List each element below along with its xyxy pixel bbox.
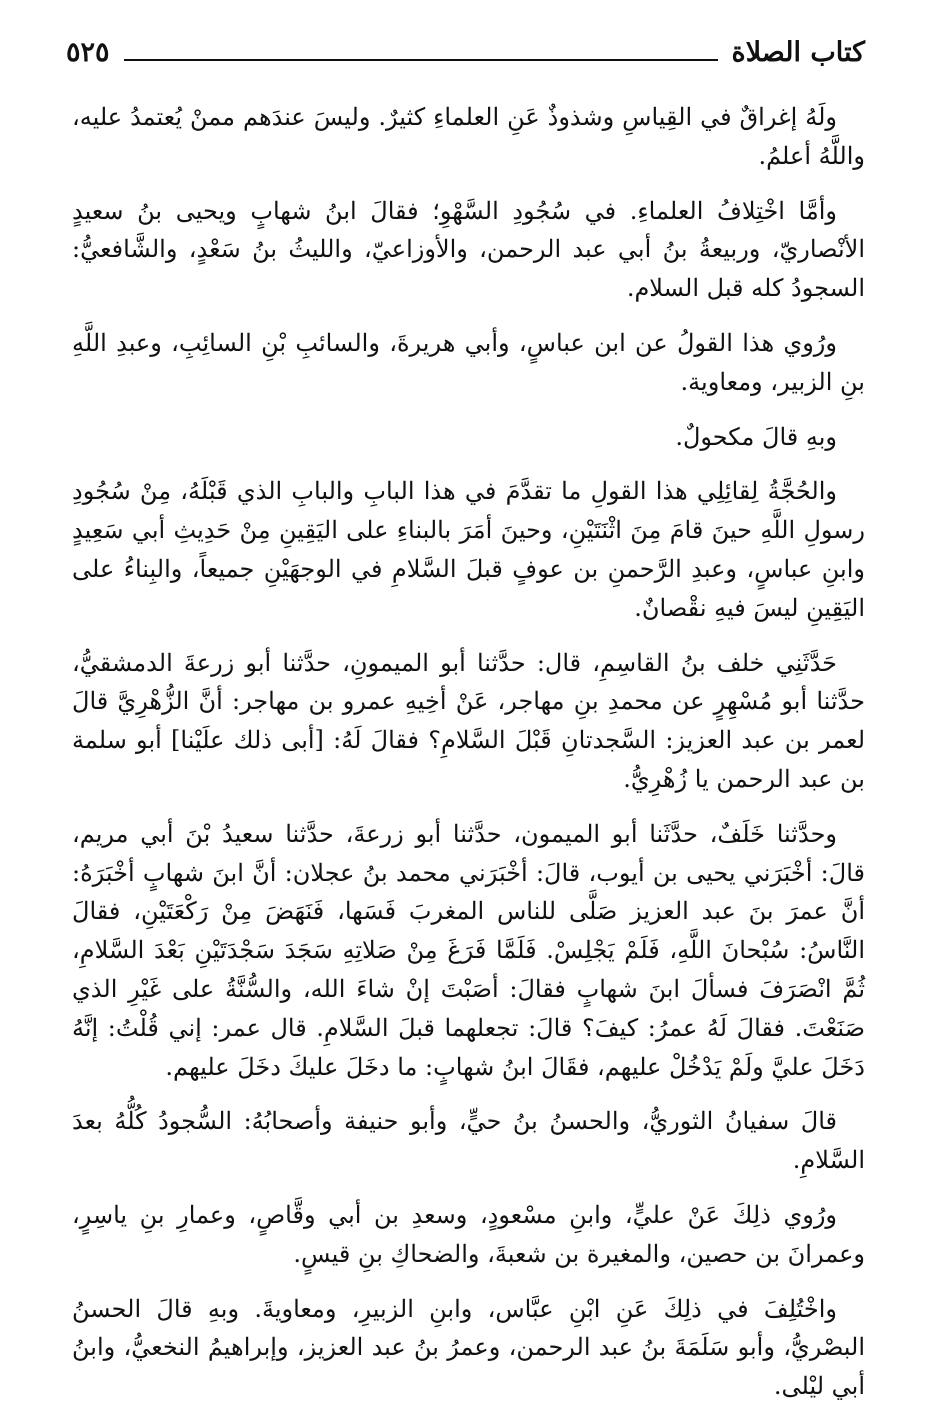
page-number: ٥٢٥ (66, 36, 110, 68)
chapter-title: كتاب الصلاة (731, 36, 865, 68)
paragraph-7: وحدَّثنا خَلَفٌ، حدَّثَنا أبو الميمون، حدَّثنا أبو زرعةَ، حدَّثنا سعيدُ بْنَ أبي مريم، قالَ: أخْبَرَني يحيى بن أيوب، قالَ: أخْبَرَني محمد بنُ عجلان: أنَّ ابنَ شهابٍ أخْبَرَهُ: أنَّ عمرَ بنَ عبد العزيز صَلَّى للناس المغربَ فَسَها، فَنَهَضَ مِنْ رَكْعَتَيْنِ، فقالَ النَّاسُ: سُبْحانَ اللَّهِ، فَلَمْ يَجْلِسْ. فَلَمَّا فَرَغَ مِنْ صَلاتِهِ سَجَدَ سَجْدَتَيْنِ بَعْدَ السَّلامِ، ثُمَّ انْصَرَفَ فسألَ ابنَ شهابٍ فقالَ: أصَبْتَ إنْ شاءَ الله، والسُّنَّةُ على غَيْرِ الذي صَنَعْتَ. فقالَ لَهُ عمرُ: كيفَ؟ قالَ: تجعلهما قبلَ السَّلامِ. قال عمر: إني قُلْتُ: إنَّهُ دَخَلَ عليَّ ولَمْ يَدْخُلْ عليهم، فقَالَ ابنُ شهابٍ: ما دخَلَ عليكَ دخَلَ عليهم. (72, 819, 865, 1081)
paragraph-8: قالَ سفيانُ الثوريُّ، والحسنُ بنُ حيٍّ، وأبو حنيفة وأصحابُهُ: السُّجودُ كُلُّهُ بعدَ السَّلامِ. (72, 1107, 865, 1175)
main-text (72, 98, 865, 1422)
paragraph-10: واخْتُلِفَ في ذلِكَ عَنِ ابْنِ عبَّاس، وابنِ الزبيرِ، ومعاويةَ. وبهِ قالَ الحسنُ البصْريُّ، وأبو سَلَمَةَ بنُ عبد الرحمن، وعمرُ بنُ عبد العزيز، وإبراهيمُ النخعيُّ، وابنُ أبي ليْلى. (72, 1294, 865, 1401)
running-header (66, 32, 865, 72)
paragraph-1: ولَهُ إغراقٌ في القِياسِ وشذوذٌ عَنِ العلماءِ كثيرٌ. وليسَ عندَهم ممنْ يُعتمدُ عليه، واللَّهُ أعلمُ. (72, 103, 865, 170)
paragraph-6: حَدَّثَنِي خلف بنُ القاسِمِ، قال: حدَّثنا أبو الميمونِ، حدَّثنا أبو زرعةَ الدمشقيُّ، حدَّثنا أبو مُسْهِرٍ عن محمدِ بنِ مهاجر، عَنْ أخِيهِ عمرو بن مهاجر: أنَّ الزُّهْرِيَّ قالَ لعمر بن عبد العزيز: السَّجدتانِ قَبْلَ السَّلامِ؟ فقالَ لَهُ: [أبى ذلك علَيْنا] أبو سلمة بن عبد الرحمن يا زُهْرِيُّ. (72, 648, 865, 793)
paragraph-2: وأمَّا اخْتِلافُ العلماءِ. في سُجُودِ السَّهْوِ؛ فقالَ ابنُ شهابٍ ويحيى بنُ سعيدٍ الأنْصاريّ، وربيعةُ بنُ أبي عبد الرحمن، والأوزاعيّ، والليثُ بنُ سَعْدٍ، والشَّافعيُّ: السجودُ كله قبل السلام. (72, 196, 865, 303)
header-rule (124, 59, 718, 61)
paragraph-9: ورُوي ذلِكَ عَنْ عليٍّ، وابنِ مسْعودٍ، وسعدِ بن أبي وقَّاصٍ، وعمارِ بنِ ياسِرٍ، وعمرانَ بن حصين، والمغيرة بن شعبةَ، والضحاكِ بنِ قيسٍ. (72, 1200, 865, 1268)
paragraph-3: ورُوي هذا القولُ عن ابن عباسٍ، وأبي هريرةَ، والسائبِ بْنِ السائِبِ، وعبدِ اللَّهِ بنِ الزبير، ومعاوية. (72, 328, 865, 396)
paragraph-4: وبهِ قالَ مكحولٌ. (675, 422, 837, 451)
paragraph-5: والحُجَّةُ لِقائِلِي هذا القولِ ما تقدَّمَ في هذا البابِ والبابِ الذي قَبْلَهُ، مِنْ سُجُودِ رسولِ اللَّهِ حينَ قامَ مِنَ اثْنَتَيْنِ، وحينَ أمَرَ بالبناءِ على اليَقِينِ مِنْ حَدِيثِ أبي سَعِيدٍ وابنِ عباسٍ، وعبدِ الرَّحمنِ بن عوفٍ قبلَ السَّلامِ في الوجهَيْنِ جميعاً، والبِناءُ على اليَقِينِ ليسَ فيهِ نقْصانٌ. (72, 477, 865, 622)
